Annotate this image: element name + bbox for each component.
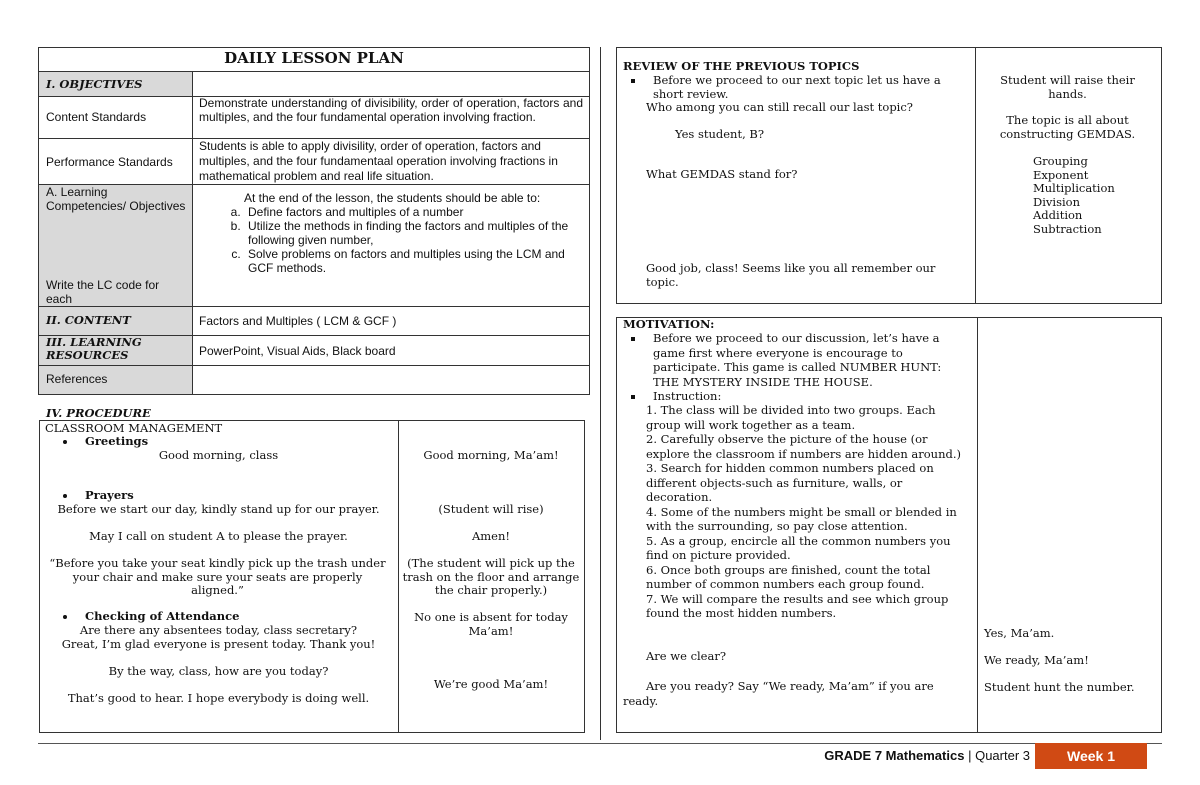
motivation-bullet2: ▪ Instruction: xyxy=(645,389,968,404)
footer-quarter: Quarter 3 xyxy=(975,748,1030,763)
motivation-step: 2. Carefully observe the picture of the house (or explore the classroom if numbers are hidden around.) xyxy=(646,432,961,461)
gemdas-item: Addition xyxy=(1033,208,1083,222)
learning-competencies-label xyxy=(46,186,186,213)
greetings-heading: • Greetings xyxy=(77,435,395,449)
prayers-bullet xyxy=(45,489,395,503)
references-label: References xyxy=(46,372,108,386)
attendance-line1: Are there any absentees today, class secretary? xyxy=(79,623,358,637)
gemdas-item: Grouping xyxy=(1033,154,1088,168)
motivation-question2 xyxy=(623,679,968,708)
prayer-student1: (Student will rise) xyxy=(438,502,544,516)
objectives-label: I. OBJECTIVES xyxy=(46,77,143,91)
review-call: Yes student, B? xyxy=(675,127,765,141)
attendance-line4: That’s good to hear. I hope everybody is doing well. xyxy=(67,691,370,705)
column-divider xyxy=(192,71,193,394)
motivation-student1: Yes, Ma’am. xyxy=(984,626,1055,640)
gemdas-item: Exponent xyxy=(1033,167,1089,182)
gemdas-item: Multiplication xyxy=(1033,181,1115,195)
performance-standards-label: Performance Standards xyxy=(46,155,173,169)
attendance-heading: • Checking of Attendance xyxy=(77,610,395,624)
gemdas-item: Division xyxy=(1033,194,1080,209)
lc-item: b. Utilize the methods in finding the factors and multiples of the following given number, xyxy=(244,219,582,247)
content-label: II. CONTENT xyxy=(46,313,131,327)
motivation-steps xyxy=(646,403,966,621)
gemdas-list xyxy=(1033,155,1115,236)
prayer-line3: “Before you take your seat kindly pick up the trash under your chair and make sure your seats are properly aligned.” xyxy=(49,556,386,597)
lc-item: a. Define factors and multiples of a number xyxy=(244,205,582,219)
motivation-step: 4. Some of the numbers might be small or blended in with the surrounding, so pay close attention. xyxy=(646,504,957,533)
motivation-header: MOTIVATION: xyxy=(623,317,715,331)
learning-resources-label: III. LEARNING RESOURCES xyxy=(46,335,142,362)
prayer-line2: May I call on student A to please the prayer. xyxy=(89,529,348,543)
lesson-plan-title: DAILY LESSON PLAN xyxy=(224,49,404,67)
prayers-heading: • Prayers xyxy=(77,489,395,503)
content-standards-label: Content Standards xyxy=(46,110,147,124)
review-bullet xyxy=(623,74,968,101)
motivation-step: 3. Search for hidden common numbers placed on different objects-such as furniture, walls, or decoration. xyxy=(646,461,934,504)
classroom-column-divider xyxy=(398,420,399,733)
motivation-column-divider xyxy=(977,317,978,733)
review-student1: Student will raise their hands. xyxy=(1000,73,1135,101)
motivation-step: 5. As a group, encircle all the common numbers you find on picture provided. xyxy=(646,533,951,562)
motivation-bullets xyxy=(623,331,968,404)
review-student2: The topic is all about constructing GEMDAS. xyxy=(999,113,1136,141)
gemdas-item: Subtraction xyxy=(1033,221,1102,236)
attendance-bullet xyxy=(45,610,395,624)
procedure-label: IV. PROCEDURE xyxy=(46,406,151,420)
review-closing: Good job, class! Seems like you all remember our topic. xyxy=(646,261,936,289)
motivation-bullet1: ▪ Before we proceed to our discussion, let’s have a game first where everyone is encourage to participate. This game is called NUMBER HUNT: THE MYSTERY INSIDE THE HOUSE. xyxy=(645,331,968,389)
review-column-divider xyxy=(975,47,976,304)
attendance-student2: We’re good Ma’am! xyxy=(433,677,549,691)
lc-item: c. Solve problems on factors and multiples using the LCM and GCF methods. xyxy=(244,247,582,275)
page-column-divider xyxy=(600,47,601,740)
lc-code-label: Write the LC code for each xyxy=(46,278,160,306)
review-question1: Who among you can still recall our last topic? xyxy=(646,100,913,114)
motivation-step: 1. The class will be divided into two groups. Each group will work together as a team. xyxy=(646,403,936,432)
footer-subject: GRADE 7 Mathematics xyxy=(824,748,965,763)
lc-list xyxy=(222,205,582,275)
greetings-bullet xyxy=(45,435,395,449)
content-text: Factors and Multiples ( LCM & GCF ) xyxy=(199,314,397,328)
footer-label xyxy=(700,748,1030,763)
motivation-student3: Student hunt the number. xyxy=(984,680,1135,694)
review-header: REVIEW OF THE PREVIOUS TOPICS xyxy=(623,59,860,73)
greetings-student: Good morning, Ma’am! xyxy=(423,448,559,462)
content-standards-text: Demonstrate understanding of divisibility, order of operation, factors and multiples, and the four fundamental operation involving fraction. xyxy=(199,96,583,124)
learning-competencies-text: A. Learning Competencies/ Objectives xyxy=(46,185,186,213)
attendance-line3: By the way, class, how are you today? xyxy=(108,664,329,678)
motivation-step: 7. We will compare the results and see which group found the most hidden numbers. xyxy=(646,591,949,620)
prayer-student2: Amen! xyxy=(471,529,511,543)
footer-rule xyxy=(38,743,1162,744)
performance-standards-text: Students is able to apply divisility, order of operation, factors and multiples, and the four fundamentaal operation involving fractions in mathematical problem and real life situation. xyxy=(199,139,558,183)
footer-week-badge: Week 1 xyxy=(1035,743,1147,769)
prayer-line1: Before we start our day, kindly stand up for our prayer. xyxy=(57,502,380,516)
review-question2: What GEMDAS stand for? xyxy=(646,167,798,181)
footer-separator: | xyxy=(968,748,972,763)
greetings-teacher: Good morning, class xyxy=(158,448,279,462)
motivation-student2: We ready, Ma’am! xyxy=(984,653,1089,667)
attendance-line2: Great, I’m glad everyone is present today. Thank you! xyxy=(61,637,376,651)
motivation-question2-text: Are you ready? Say “We ready, Ma’am” if you are ready. xyxy=(623,679,934,708)
lc-intro: At the end of the lesson, the students should be able to: xyxy=(244,191,541,205)
classroom-header: CLASSROOM MANAGEMENT xyxy=(45,421,223,435)
motivation-question1: Are we clear? xyxy=(646,649,727,663)
learning-resources-text: PowerPoint, Visual Aids, Black board xyxy=(199,344,396,358)
motivation-step: 6. Once both groups are finished, count the total number of common numbers each group found. xyxy=(646,562,931,591)
attendance-student1: No one is absent for today Ma’am! xyxy=(414,610,568,638)
prayer-student3: (The student will pick up the trash on the floor and arrange the chair properly.) xyxy=(402,556,580,597)
lc-objectives xyxy=(222,191,582,275)
review-bullet-text: ▪ Before we proceed to our next topic let us have a short review. xyxy=(645,74,968,101)
